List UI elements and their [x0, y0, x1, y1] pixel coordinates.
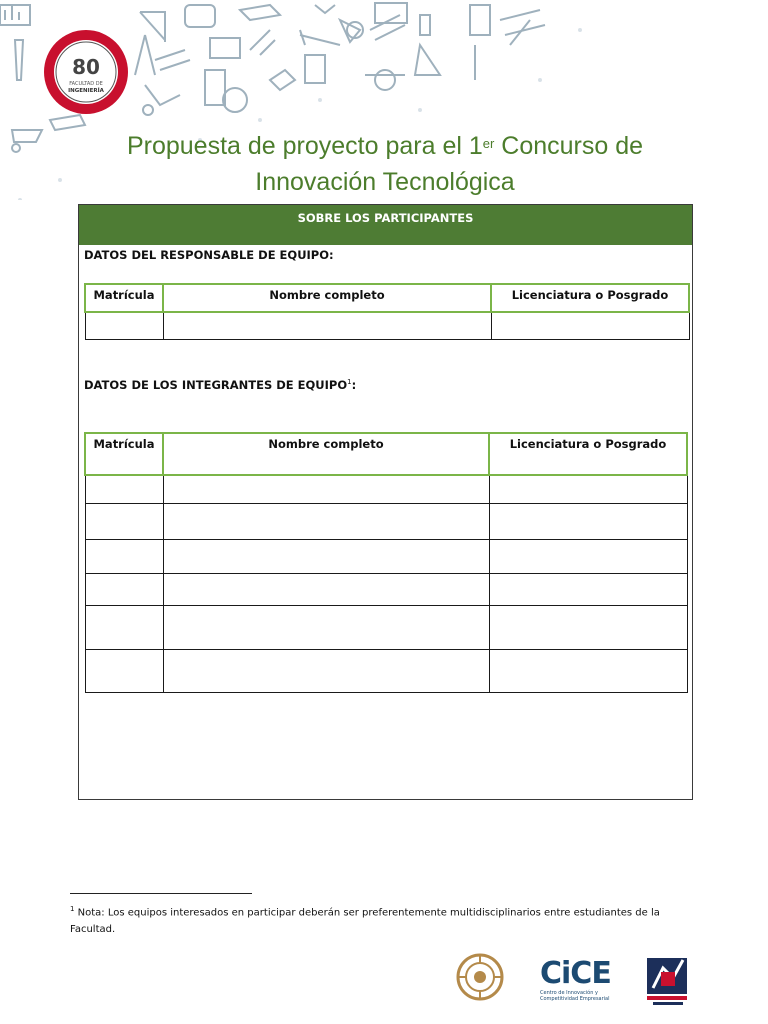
licenciatura-cell[interactable] [489, 539, 687, 573]
cice-logo [540, 958, 620, 1002]
matricula-cell[interactable] [85, 605, 163, 649]
matricula-cell[interactable] [85, 312, 163, 339]
nombre-cell[interactable] [163, 605, 489, 649]
licenciatura-cell[interactable] [489, 649, 687, 692]
integrantes-label-text: DATOS DE LOS INTEGRANTES DE EQUIPO [84, 378, 348, 392]
col-matricula: Matrícula [85, 284, 163, 312]
matricula-cell[interactable] [85, 475, 163, 503]
table-header-row [85, 284, 689, 312]
matricula-cell[interactable] [85, 649, 163, 692]
matricula-cell[interactable] [85, 503, 163, 539]
nombre-cell[interactable] [163, 503, 489, 539]
emprende-logo [645, 952, 691, 1008]
nombre-cell[interactable] [163, 649, 489, 692]
col-matricula: Matrícula [85, 433, 163, 475]
table-row [85, 312, 689, 339]
col-licenciatura: Licenciatura o Posgrado [491, 284, 689, 312]
integrantes-label [84, 378, 356, 392]
responsable-table [84, 283, 690, 340]
nombre-cell[interactable] [163, 312, 491, 339]
cice-name: CiCE [540, 956, 611, 991]
footnote [70, 901, 695, 938]
table-row [85, 605, 687, 649]
col-nombre: Nombre completo [163, 284, 491, 312]
table-row [85, 503, 687, 539]
title-part1: Propuesta de proyecto para el 1 [126, 132, 483, 160]
logo-line2: INGENIERÍA [68, 88, 104, 94]
nombre-cell[interactable] [163, 475, 489, 503]
table-row [85, 539, 687, 573]
faculty-logo [36, 22, 136, 122]
table-row [85, 649, 687, 692]
title-line2: Innovación Tecnológica [255, 168, 515, 196]
licenciatura-cell[interactable] [489, 475, 687, 503]
col-nombre: Nombre completo [163, 433, 489, 475]
responsable-label: DATOS DEL RESPONSABLE DE EQUIPO: [84, 248, 334, 262]
licenciatura-cell[interactable] [491, 312, 689, 339]
document-title [60, 128, 710, 200]
licenciatura-cell[interactable] [489, 503, 687, 539]
participants-header: SOBRE LOS PARTICIPANTES [79, 205, 692, 245]
matricula-cell[interactable] [85, 573, 163, 605]
licenciatura-cell[interactable] [489, 573, 687, 605]
table-header-row [85, 433, 687, 475]
logo-number: 80 [72, 55, 100, 79]
title-part2: Concurso de [494, 132, 644, 160]
title-superscript: er [482, 136, 495, 151]
title-line1 [60, 128, 710, 164]
cice-line1: Centro de Innovación y [540, 990, 598, 996]
table-row [85, 573, 687, 605]
licenciatura-cell[interactable] [489, 605, 687, 649]
table-row [85, 475, 687, 503]
footnote-text: Nota: Los equipos interesados en participar deberán ser preferentemente multidisciplinarios entre estudiantes de la Facultad. [70, 907, 660, 936]
integrantes-label-end: : [351, 378, 357, 392]
nombre-cell[interactable] [163, 573, 489, 605]
footnote-divider [70, 893, 252, 894]
col-licenciatura: Licenciatura o Posgrado [489, 433, 687, 475]
footnote-number: 1 [70, 905, 75, 913]
logo-line1: FACULTAD DE [69, 81, 103, 87]
matricula-cell[interactable] [85, 539, 163, 573]
integrantes-table [84, 432, 688, 693]
cice-line2: Competitividad Empresarial [540, 996, 610, 1002]
footnote-ref: 1 [347, 378, 352, 387]
nombre-cell[interactable] [163, 539, 489, 573]
seal-logo [455, 950, 505, 1005]
